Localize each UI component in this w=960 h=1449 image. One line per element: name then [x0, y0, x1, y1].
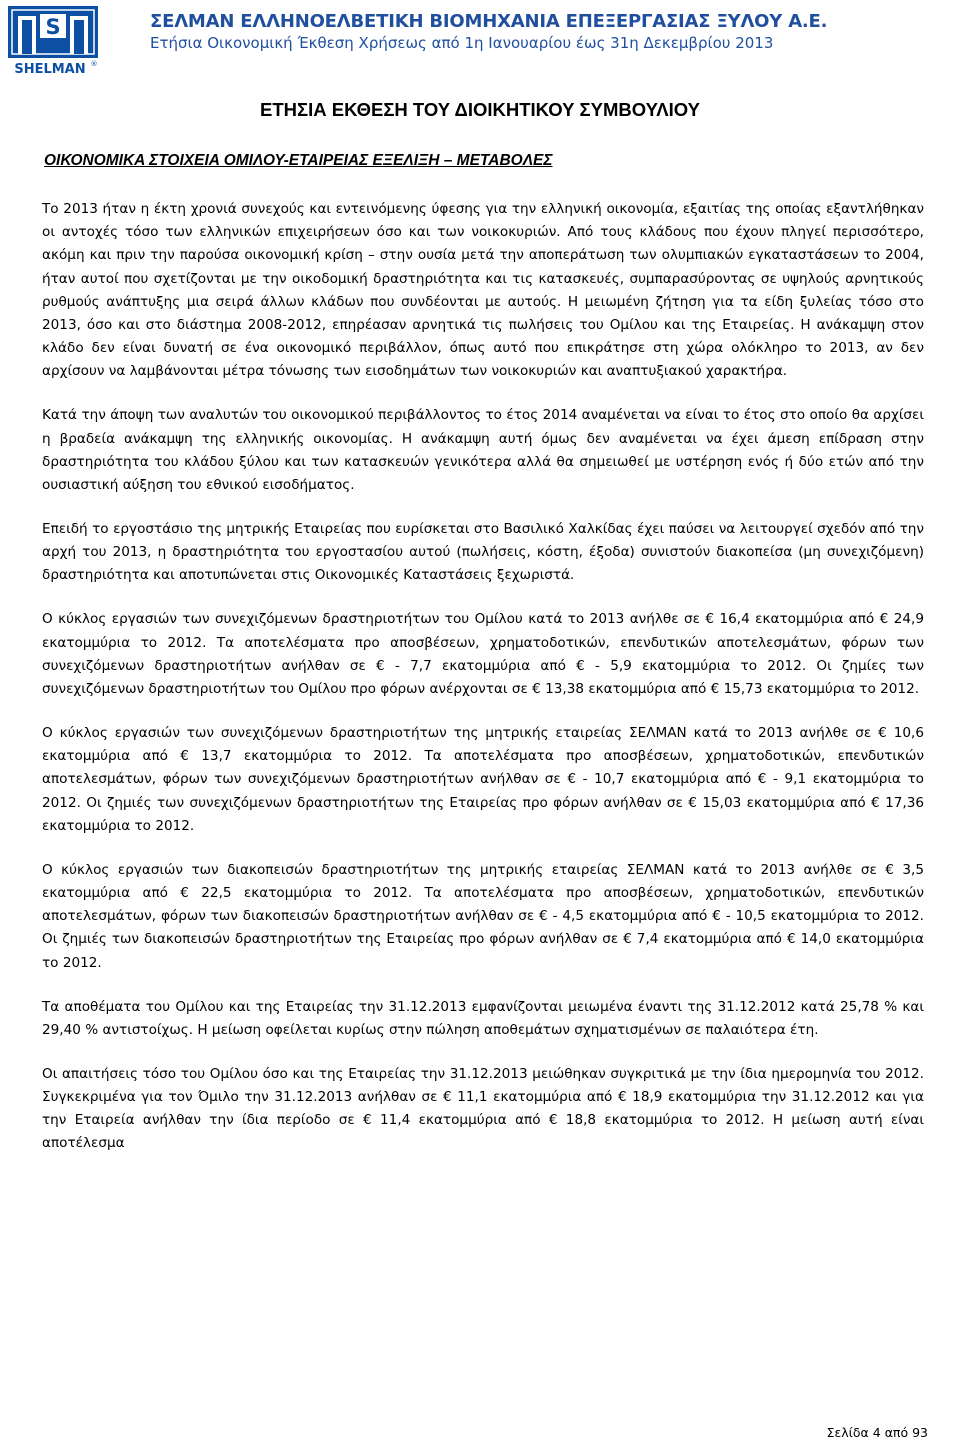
paragraph: Ο κύκλος εργασιών των διακοπεισών δραστηριοτήτων της μητρικής εταιρείας ΣΕΛΜΑΝ κατά το 2013 ανήλθε σε € 3,5 εκατομμύρια από € 22,5 εκατομμύρια το 2012. Τα αποτελέσματα προ αποσβέσεων, χρηματοδοτικών, επενδυτικών αποτελεσμάτων, φόρων των διακοπεισών δραστηριοτήτων ανήλθαν σε € - 4,5 εκατομμύρια από € - 10,5 εκατομμύρια το 2012. Οι ζημιές των διακοπεισών δραστηριοτήτων της Εταιρείας προ φόρων ανήλθαν σε € 7,4 εκατομμύρια από € 14,0 εκατομμύρια το 2012.	[42, 861, 924, 971]
paragraph: Τα αποθέματα του Ομίλου και της Εταιρείας την 31.12.2013 εμφανίζονται μειωμένα έναντι της 31.12.2012 κατά 25,78 % και 29,40 % αντιστοίχως. Η μείωση οφείλεται κυρίως στην πώληση αποθεμάτων σχηματισμένων σε παλαιότερα έτη.	[42, 998, 924, 1038]
paragraph: Οι απαιτήσεις τόσο του Ομίλου όσο και της Εταιρείας την 31.12.2013 μειώθηκαν συγκριτικά με την ίδια ημερομηνία του 2012. Συγκεκριμένα για τον Όμιλο την 31.12.2013 ανήλθαν σε € 11,1 εκατομμύρια από € 18,9 εκατομμύρια την 31.12.2012 και για την Εταιρεία ανήλθαν την ίδια περίοδο σε € 11,4 εκατομμύρια από € 18,8 εκατομμύρια το 2012. Η μείωση αυτή είναι αποτέλεσμα	[42, 1065, 924, 1152]
shelman-logo	[8, 6, 98, 76]
paragraph: Το 2013 ήταν η έκτη χρονιά συνεχούς και εντεινόμενης ύφεσης για την ελληνική οικονομία, εξαιτίας της οποίας εξαντλήθηκαν οι αντοχές τόσο των ελληνικών επιχειρήσεων όσο και των νοικοκυριών. Από τους κλάδους που έχουν πληγεί περισσότερο, ακόμη και πριν την παρούσα οικονομική κρίση – στην ουσία μετά την αποπεράτωση των ολυμπιακών εγκαταστάσεων το 2004, ήταν αυτοί που σχετίζονται με την οικοδομική δραστηριότητα και τις κατασκευές, συμπαρασύροντας σε υψηλούς αρνητικούς ρυθμούς ανάπτυξης μια σειρά άλλων κλάδων που συνδέονται με αυτούς. Η μειωμένη ζήτηση για τα είδη ξυλείας τόσο στο 2013, όσο και στο διάστημα 2008-2012, επηρέασαν αρνητικά τις πωλήσεις του Ομίλου και της Εταιρείας. Η ανάκαμψη στον κλάδο δεν είναι δυνατή σε ένα οικονομικό περιβάλλον, όπως αυτό που επικράτησε στη χώρα ολόκληρο το 2013, αν δεν αρχίσουν να λαμβάνονται μέτρα τόνωσης των εισοδημάτων των νοικοκυριών και αναπτυξιακού χαρακτήρα.	[42, 201, 924, 380]
page-header	[0, 0, 960, 80]
report-body	[42, 198, 924, 1176]
company-name: ΣΕΛΜΑΝ ΕΛΛΗΝΟΕΛΒΕΤΙΚΗ ΒΙΟΜΗΧΑΝΙΑ ΕΠΕΞΕΡΓΑΣΙΑΣ ΞΥΛΟΥ Α.Ε.	[150, 11, 828, 32]
section-title: ΟΙΚΟΝΟΜΙΚΑ ΣΤΟΙΧΕΙΑ ΟΜΙΛΟΥ-ΕΤΑΙΡΕΙΑΣ ΕΞΕΛΙΞΗ – ΜΕΤΑΒΟΛΕΣ	[44, 152, 553, 169]
paragraph: Ο κύκλος εργασιών των συνεχιζόμενων δραστηριοτήτων του Ομίλου κατά το 2013 ανήλθε σε € 16,4 εκατομμύρια από € 24,9 εκατομμύρια το 2012. Τα αποτελέσματα προ αποσβέσεων, χρηματοδοτικών, επενδυτικών αποτελεσμάτων, φόρων των συνεχιζόμενων δραστηριοτήτων ανήλθαν σε € - 7,7 εκατομμύρια από € - 5,9 εκατομμύρια το 2012. Οι ζημίες των συνεχιζόμενων δραστηριοτήτων του Ομίλου προ φόρων ανέρχονται σε € 13,38 εκατομμύρια από € 15,73 εκατομμύρια το 2012.	[42, 611, 924, 698]
logo-registered-mark: ®	[90, 60, 98, 68]
paragraph: Επειδή το εργοστάσιο της μητρικής Εταιρείας που ευρίσκεται στο Βασιλικό Χαλκίδας έχει παύσει να λειτουργεί σχεδόν από την αρχή του 2013, η δραστηριότητα του εργοστασίου αυτού (πωλήσεις, κόστη, έξοδα) συνιστούν διακοπείσα (μη συνεχιζόμενη) δραστηριότητα και αποτυπώνεται στις Οικονομικές Καταστάσεις ξεχωριστά.	[42, 521, 924, 584]
paragraph: Ο κύκλος εργασιών των συνεχιζόμενων δραστηριοτήτων της μητρικής εταιρείας ΣΕΛΜΑΝ κατά το 2013 ανήλθε σε € 10,6 εκατομμύρια από € 13,7 εκατομμύρια το 2012. Τα αποτελέσματα προ αποσβέσεων, χρηματοδοτικών, επενδυτικών αποτελεσμάτων, φόρων των συνεχιζόμενων δραστηριοτήτων ανήλθαν σε € - 10,7 εκατομμύρια από € - 9,1 εκατομμύρια το 2012. Οι ζημιές των συνεχιζόμενων δραστηριοτήτων της Εταιρείας προ φόρων ανήλθαν σε € 15,03 εκατομμύρια από € 17,36 εκατομμύρια το 2012.	[42, 725, 924, 834]
paragraph: Κατά την άποψη των αναλυτών του οικονομικού περιβάλλοντος το έτος 2014 αναμένεται να είναι το έτος στο οποίο θα αρχίσει η βραδεία ανάκαμψη της ελληνικής οικονομίας. Η ανάκαμψη αυτή όμως δεν αναμένεται να έχει άμεση επίδραση στην δραστηριότητα του κλάδου ξύλου και των κατασκευών γενικότερα αλλά θα σημειωθεί με υστέρηση ενός ή δύο ετών από την ουσιαστική αύξηση του εθνικού εισοδήματος.	[42, 407, 924, 494]
logo-mark: S	[45, 15, 61, 39]
header-text	[150, 11, 950, 53]
report-period: Ετήσια Οικονομική Έκθεση Χρήσεως από 1η Ιανουαρίου έως 31η Δεκεμβρίου 2013	[150, 34, 774, 52]
report-title: ΕΤΗΣΙΑ ΕΚΘΕΣΗ ΤΟΥ ΔΙΟΙΚΗΤΙΚΟΥ ΣΥΜΒΟΥΛΙΟΥ	[260, 99, 700, 120]
logo-name: SHELMAN	[14, 62, 86, 76]
page-number: Σελίδα 4 από 93	[826, 1425, 928, 1440]
